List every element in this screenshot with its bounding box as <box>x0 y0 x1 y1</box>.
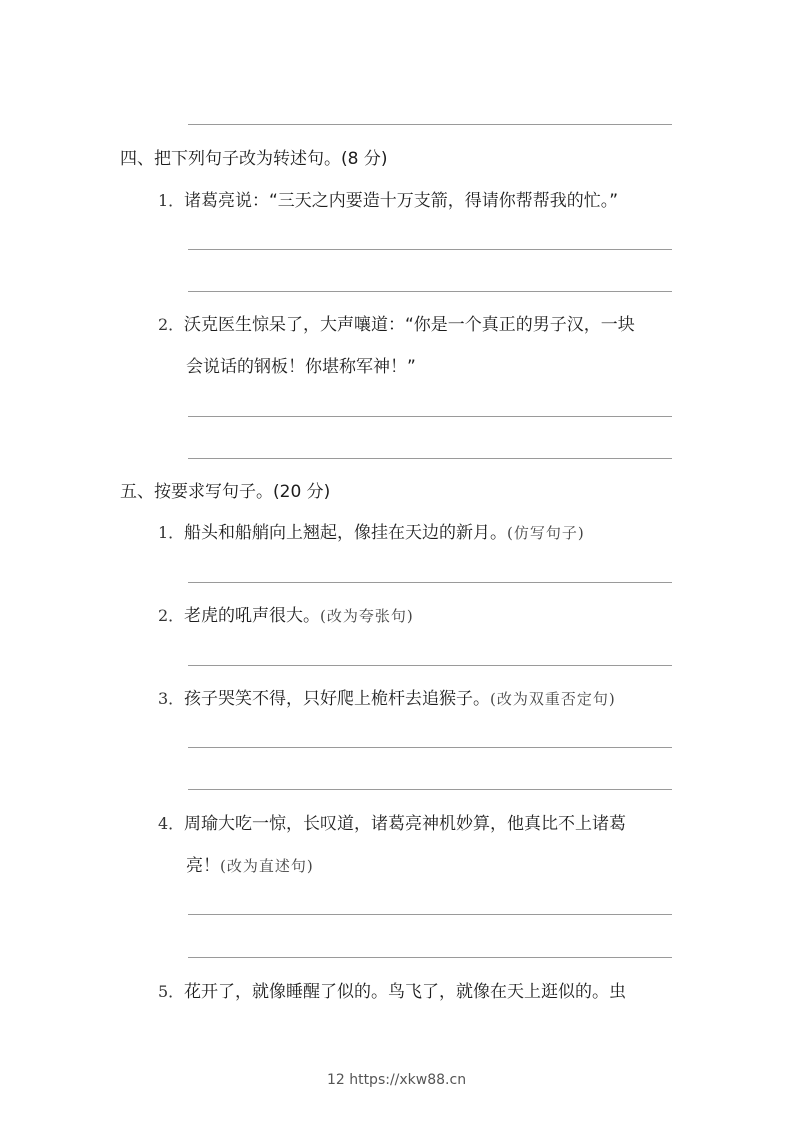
answer-line <box>188 124 672 125</box>
answer-line <box>188 291 672 292</box>
answer-line <box>188 747 672 748</box>
question-text: 诸葛亮说：“三天之内要造十万支箭，得请你帮帮我的忙。” <box>184 191 619 211</box>
question-4-2 <box>158 314 635 336</box>
question-number: 1． <box>158 523 185 542</box>
question-text: 花开了，就像睡醒了似的。鸟飞了，就像在天上逛似的。虫 <box>184 982 626 1002</box>
question-number: 1． <box>158 191 185 210</box>
section-5-title: 五、按要求写句子。(20 分) <box>120 482 331 502</box>
answer-line <box>188 665 672 666</box>
question-requirement: (改为直述句) <box>220 857 314 875</box>
answer-line <box>188 582 672 583</box>
question-text: 周瑜大吃一惊，长叹道，诸葛亮神机妙算，他真比不上诸葛 <box>184 814 626 834</box>
question-5-3 <box>158 688 616 710</box>
answer-line <box>188 458 672 459</box>
question-number: 3． <box>158 689 185 708</box>
question-5-1 <box>158 522 585 544</box>
answer-line <box>188 416 672 417</box>
answer-line <box>188 957 672 958</box>
question-4-2-continued: 会说话的钢板！你堪称军神！” <box>186 357 416 377</box>
question-5-4 <box>158 813 626 835</box>
question-text: 老虎的吼声很大。 <box>184 606 320 626</box>
question-requirement: (改为双重否定句) <box>490 690 616 708</box>
question-4-1 <box>158 190 618 212</box>
question-text: 孩子哭笑不得，只好爬上桅杆去追猴子。 <box>184 689 490 709</box>
question-requirement: (仿写句子) <box>507 524 585 542</box>
question-number: 2． <box>158 315 185 334</box>
section-4-title: 四、把下列句子改为转述句。(8 分) <box>120 149 388 169</box>
page-footer: 12 https://xkw88.cn <box>326 1072 467 1088</box>
question-text: 沃克医生惊呆了，大声嚷道：“你是一个真正的男子汉，一块 <box>184 315 635 335</box>
answer-line <box>188 789 672 790</box>
question-text: 亮！ <box>186 856 220 876</box>
question-text: 船头和船艄向上翘起，像挂在天边的新月。 <box>184 523 507 543</box>
question-number: 2． <box>158 606 185 625</box>
question-5-2 <box>158 605 414 627</box>
question-5-5 <box>158 981 626 1003</box>
question-number: 4． <box>158 814 185 833</box>
answer-line <box>188 249 672 250</box>
question-number: 5． <box>158 982 185 1001</box>
question-5-4-continued <box>186 855 314 877</box>
answer-line <box>188 914 672 915</box>
question-requirement: (改为夸张句) <box>320 607 414 625</box>
